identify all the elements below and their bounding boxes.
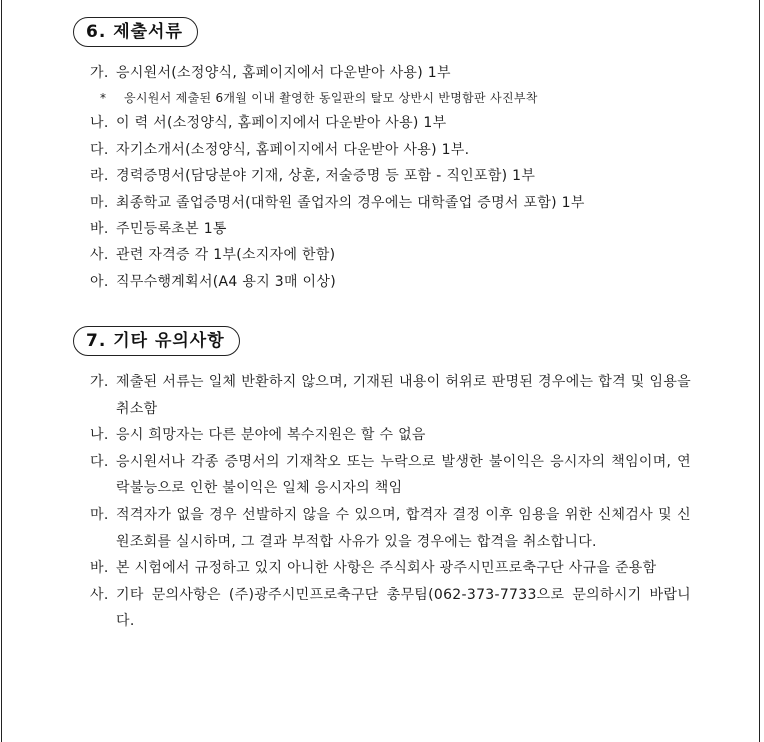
item-marker: 라. [90, 168, 109, 185]
item-marker: 마. [90, 506, 109, 523]
item-marker: 다. [90, 141, 109, 158]
item-text: 본 시험에서 규정하고 있지 아니한 사항은 주식회사 광주시민프로축구단 사규을 준용함 [116, 560, 657, 577]
list-item [73, 582, 691, 635]
item-marker: * [100, 91, 107, 106]
section-title: 7. 기타 유의사항 [73, 326, 240, 356]
page-border-left [1, 0, 2, 742]
list-item [73, 269, 703, 295]
item-marker: 다. [90, 453, 109, 470]
item-text: 응시원서나 각종 증명서의 기재착오 또는 누락으로 발생한 불이익은 응시자의 책임이며, 연락불능으로 인한 불이익은 일체 응시자의 책임 [116, 453, 691, 497]
list-item [73, 502, 691, 555]
item-marker: 사. [90, 247, 109, 264]
item-text: 최종학교 졸업증명서(대학원 졸업자의 경우에는 대학졸업 증명서 포함) 1부 [116, 194, 585, 211]
list-item [73, 449, 691, 502]
section-title: 6. 제출서류 [73, 17, 198, 47]
item-marker: 나. [90, 115, 109, 132]
item-text: 주민등록초본 1통 [116, 220, 227, 237]
item-marker: 아. [90, 273, 109, 290]
list-item [73, 216, 703, 242]
list-item [73, 422, 691, 449]
document-list [73, 60, 703, 295]
item-text: 적격자가 없을 경우 선발하지 않을 수 있으며, 합격자 결정 이후 임용을 위한 신체검사 및 신원조회를 실시하며, 그 결과 부적합 사유가 있을 경우에는 합격을 취소합니다. [116, 506, 691, 550]
list-item [73, 60, 703, 86]
list-item [73, 110, 703, 136]
item-marker: 나. [90, 427, 109, 444]
item-text: 이 력 서(소정양식, 홈페이지에서 다운받아 사용) 1부 [116, 115, 447, 132]
item-marker: 마. [90, 194, 109, 211]
item-marker: 사. [90, 586, 109, 603]
item-text: 자기소개서(소정양식, 홈페이지에서 다운받아 사용) 1부. [116, 141, 470, 158]
list-item [73, 137, 703, 163]
list-item [73, 242, 703, 268]
list-item [73, 369, 691, 422]
list-item [73, 163, 703, 189]
item-marker: 바. [90, 560, 109, 577]
list-item [73, 190, 703, 216]
item-text: 경력증명서(담당분야 기재, 상훈, 저술증명 등 포함 - 직인포함) 1부 [116, 168, 536, 185]
item-text: 응시원서(소정양식, 홈페이지에서 다운받아 사용) 1부 [116, 65, 451, 81]
item-text: 기타 문의사항은 (주)광주시민프로축구단 총무팀(062-373-7733으로 문의하시기 바랍니다. [116, 586, 691, 630]
item-text: 직무수행계획서(A4 용지 3매 이상) [116, 273, 336, 290]
item-marker: 가. [90, 374, 109, 390]
item-text: 응시원서 제출된 6개월 이내 촬영한 동일판의 탈모 상반시 반명함판 사진부착 [124, 91, 538, 106]
list-item [73, 555, 691, 582]
notes-list [73, 369, 691, 635]
item-text: 관련 자격증 각 1부(소지자에 한함) [116, 247, 336, 264]
section-other-notes [73, 326, 691, 635]
page-border-right [759, 0, 760, 742]
item-marker: 바. [90, 220, 109, 237]
section-submission-documents [73, 17, 703, 295]
item-text: 제출된 서류는 일체 반환하지 않으며, 기재된 내용이 허위로 판명된 경우에는 합격 및 임용을 취소함 [116, 374, 691, 417]
item-marker: 가. [90, 65, 109, 81]
list-item-note [73, 86, 703, 110]
item-text: 응시 희망자는 다른 분야에 복수지원은 할 수 없음 [116, 427, 426, 444]
